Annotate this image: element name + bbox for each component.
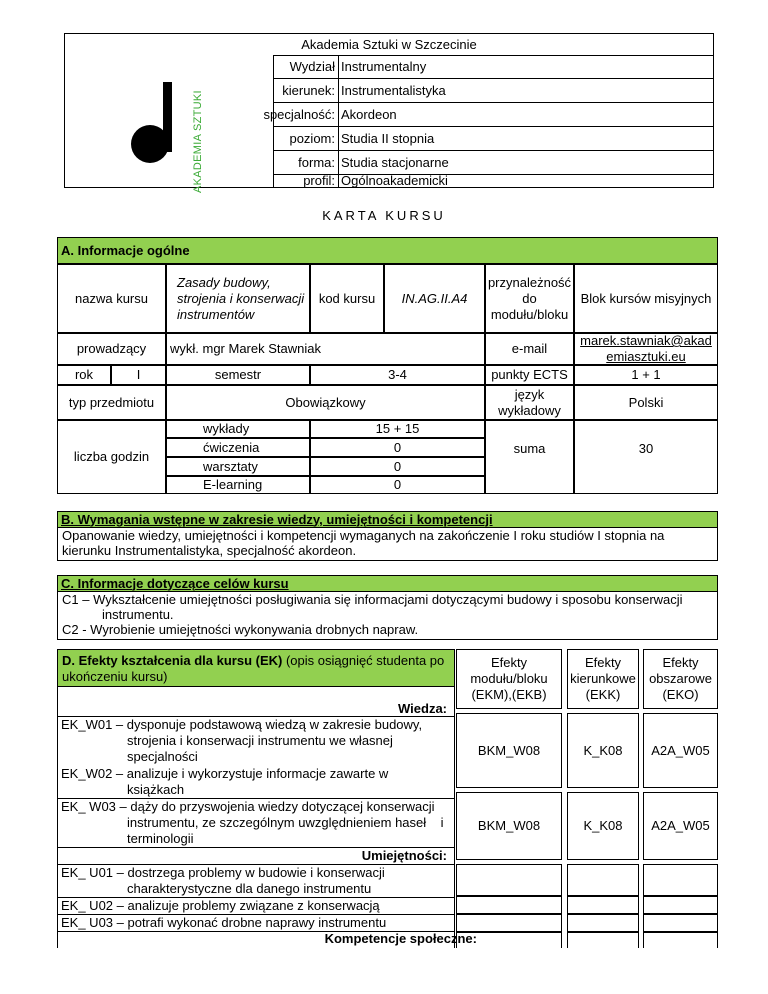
u01-line2: charakterystyczne dla danego instrumentu	[127, 881, 372, 896]
hours-value-elearning	[310, 476, 485, 494]
ects-text: 1 + 1	[631, 367, 661, 382]
language-label-text: język wykładowy	[498, 386, 561, 418]
w01-line2: strojenia i konserwacji instrumentu we własnej	[127, 733, 393, 748]
c2-line: C2 - Wyrobienie umiejętności wykonywania drobnych napraw.	[62, 622, 419, 637]
sum-label	[485, 420, 574, 494]
teacher-value	[166, 333, 485, 365]
skills-label: Umiejętności:	[361, 848, 447, 863]
section-b-title-text: B. Wymagania wstępne w zakresie wiedzy, umiejętności i kompetencji	[61, 511, 493, 527]
form-value: Studia stacjonarne	[341, 155, 449, 170]
u03-line: EK_ U03 – potrafi wykonać drobne naprawy instrumentu	[61, 915, 387, 930]
language-text: Polski	[628, 394, 664, 410]
email-value[interactable]	[574, 333, 718, 365]
profile-value: Ogólnoakademicki	[341, 173, 448, 188]
social-eko	[643, 932, 718, 948]
w01-ekm	[456, 713, 562, 788]
u01-ekm	[456, 864, 562, 896]
level-label: poziom:	[289, 131, 335, 146]
social-ekm	[456, 932, 562, 948]
hours-form-elearning	[166, 476, 310, 494]
email-label	[485, 333, 574, 365]
w03-line3: terminologii	[127, 831, 194, 846]
c1-line2: instrumentu.	[102, 607, 174, 622]
hours-value-workshops-text: 0	[393, 458, 402, 474]
section-b-body	[57, 527, 718, 561]
profile-label: profil:	[303, 173, 335, 188]
hours-value-exercises-text: 0	[393, 439, 402, 455]
year-value	[111, 365, 166, 385]
section-b-line2: kierunku Instrumentalistyka, specjalność akordeon.	[62, 543, 357, 558]
section-d-title-line1	[62, 653, 444, 669]
semester-label-text: semestr	[214, 367, 262, 382]
semester-label	[166, 365, 310, 385]
hours-form-elearning-text: E-learning	[203, 477, 263, 492]
level-value: Studia II stopnia	[341, 131, 435, 146]
ects-label	[485, 365, 574, 385]
w03-line2: instrumentu, ze szczególnym uwzględnieniem haseł i	[127, 815, 444, 830]
w01-ekm-text: BKM_W08	[477, 742, 541, 758]
section-d-title-bold: D. Efekty kształcenia dla kursu (EK)	[62, 653, 283, 668]
w03-ekk-text: K_K08	[583, 818, 623, 833]
type-label	[57, 385, 166, 420]
u02-eko	[643, 896, 718, 914]
course-name-label	[57, 264, 166, 333]
social-label: Kompetencje społeczne:	[324, 931, 477, 946]
col-area-header	[643, 649, 718, 709]
section-c-title	[57, 575, 718, 592]
course-name-value	[166, 264, 310, 333]
hours-form-exercises-text: ćwiczenia	[203, 439, 260, 455]
course-name-text: Zasady budowy, strojenia i konserwacji instrumentów	[177, 274, 305, 322]
teacher-text: wykł. mgr Marek Stawniak	[170, 341, 321, 356]
teacher-label-text: prowadzący	[76, 341, 147, 356]
module-label	[485, 264, 574, 333]
logo-text: AKADEMIA SZTUKI	[192, 90, 204, 193]
language-label	[485, 385, 574, 420]
hours-label	[57, 420, 166, 494]
course-name-label-text: nazwa kursu	[75, 290, 148, 306]
u01-eko	[643, 864, 718, 896]
hours-value-elearning-text: 0	[393, 477, 402, 492]
year-text: I	[136, 367, 141, 382]
hours-form-lectures	[166, 420, 310, 438]
w03-eko-text: A2A_W05	[651, 818, 710, 833]
email-link[interactable]: marek.stawniak@akademiasztuki.eu	[580, 333, 712, 364]
w01-line3: specjalności	[127, 749, 198, 764]
social-ekk	[567, 932, 639, 948]
hours-value-exercises	[310, 438, 485, 457]
field-label: kierunek:	[282, 83, 335, 98]
hours-form-exercises	[166, 438, 310, 457]
section-d-title-rest: (opis osiągnięć studenta po	[282, 653, 445, 668]
w02-line1: EK_W02 – analizuje i wykorzystuje informacje zawarte w	[61, 766, 389, 781]
c1-line1: C1 – Wykształcenie umiejętności posługiwania się informacjami dotyczącymi budowy i sposobu konserwacji	[62, 592, 683, 607]
u02-ekm	[456, 896, 562, 914]
course-code-text: IN.AG.II.A4	[401, 290, 468, 306]
w03-line1: EK_ W03 – dąży do przyswojenia wiedzy dotyczącej konserwacji	[61, 799, 435, 814]
w03-ekk	[567, 792, 639, 860]
module-value	[574, 264, 718, 333]
type-label-text: typ przedmiotu	[68, 394, 155, 410]
u02-ekk	[567, 896, 639, 914]
faculty-label: Wydział	[289, 59, 335, 74]
w01-eko-text: A2A_W05	[651, 742, 710, 758]
sum-text: 30	[638, 441, 654, 456]
type-text: Obowiązkowy	[285, 394, 366, 410]
specialty-value: Akordeon	[341, 107, 397, 122]
year-label-text: rok	[74, 367, 94, 382]
section-d-title	[57, 649, 455, 687]
type-value	[166, 385, 485, 420]
specialty-label: specjalność:	[263, 107, 335, 122]
header-box	[64, 33, 714, 193]
course-code-label	[310, 264, 384, 333]
section-c-title-text: C. Informacje dotyczące celów kursu	[61, 575, 289, 591]
language-value	[574, 385, 718, 420]
w01-ekk	[567, 713, 639, 788]
email-label-text: e-mail	[511, 341, 548, 356]
hours-value-lectures	[310, 420, 485, 438]
document-title: KARTA KURSU	[322, 208, 446, 223]
field-value: Instrumentalistyka	[341, 83, 446, 98]
w02-line2: książkach	[127, 782, 185, 797]
hours-form-workshops-text: warsztaty	[203, 458, 258, 474]
ects-label-text: punkty ECTS	[491, 367, 568, 382]
faculty-value: Instrumentalny	[341, 59, 427, 74]
section-c-body	[57, 591, 718, 640]
university-name: Akademia Sztuki w Szczecinie	[301, 37, 477, 52]
form-label: forma:	[298, 155, 335, 170]
u03-eko	[643, 914, 718, 932]
section-d-title-line2: ukończeniu kursu)	[62, 669, 168, 684]
section-b-title	[57, 511, 718, 528]
knowledge-label: Wiedza:	[398, 701, 447, 716]
col-module-header	[456, 649, 562, 709]
module-value-text: Blok kursów misyjnych	[580, 290, 712, 306]
hours-form-workshops	[166, 457, 310, 476]
w03-ekm	[456, 792, 562, 860]
w03-ekm-text: BKM_W08	[477, 818, 541, 833]
section-a-title-text: A. Informacje ogólne	[61, 242, 190, 258]
hours-value-workshops	[310, 457, 485, 476]
col-field-text: Efekty kierunkowe (EKK)	[570, 655, 636, 702]
hours-label-text: liczba godzin	[73, 449, 150, 464]
u03-ekk	[567, 914, 639, 932]
w01-eko	[643, 713, 718, 788]
w01-ekk-text: K_K08	[583, 742, 623, 758]
sum-value	[574, 420, 718, 494]
course-code-value	[384, 264, 485, 333]
u01-ekk	[567, 864, 639, 896]
year-label	[57, 365, 111, 385]
col-field-header	[567, 649, 639, 709]
u01-line1: EK_ U01 – dostrzega problemy w budowie i konserwacji	[61, 865, 385, 880]
teacher-label	[57, 333, 166, 365]
module-label-text: przynależność do modułu/bloku	[487, 274, 572, 322]
col-module-text: Efekty modułu/bloku (EKM),(EKB)	[470, 655, 548, 702]
col-area-text: Efekty obszarowe (EKO)	[649, 655, 712, 702]
section-b-line1: Opanowanie wiedzy, umiejętności i kompetencji wymaganych na zakończenie I roku studiów I stopnia na	[62, 528, 665, 543]
sum-label-text: suma	[513, 441, 546, 456]
ects-value	[574, 365, 718, 385]
w01-line1: EK_W01 – dysponuje podstawową wiedzą w zakresie budowy,	[61, 717, 423, 732]
semester-value	[310, 365, 485, 385]
section-a-title	[57, 237, 718, 264]
course-code-label-text: kod kursu	[318, 290, 376, 306]
semester-text: 3-4	[388, 367, 407, 382]
u03-ekm	[456, 914, 562, 932]
w03-eko	[643, 792, 718, 860]
u02-line: EK_ U02 – analizuje problemy związane z konserwacją	[61, 898, 380, 913]
hours-value-lectures-text: 15 + 15	[375, 421, 420, 436]
hours-form-lectures-text: wykłady	[203, 421, 250, 436]
